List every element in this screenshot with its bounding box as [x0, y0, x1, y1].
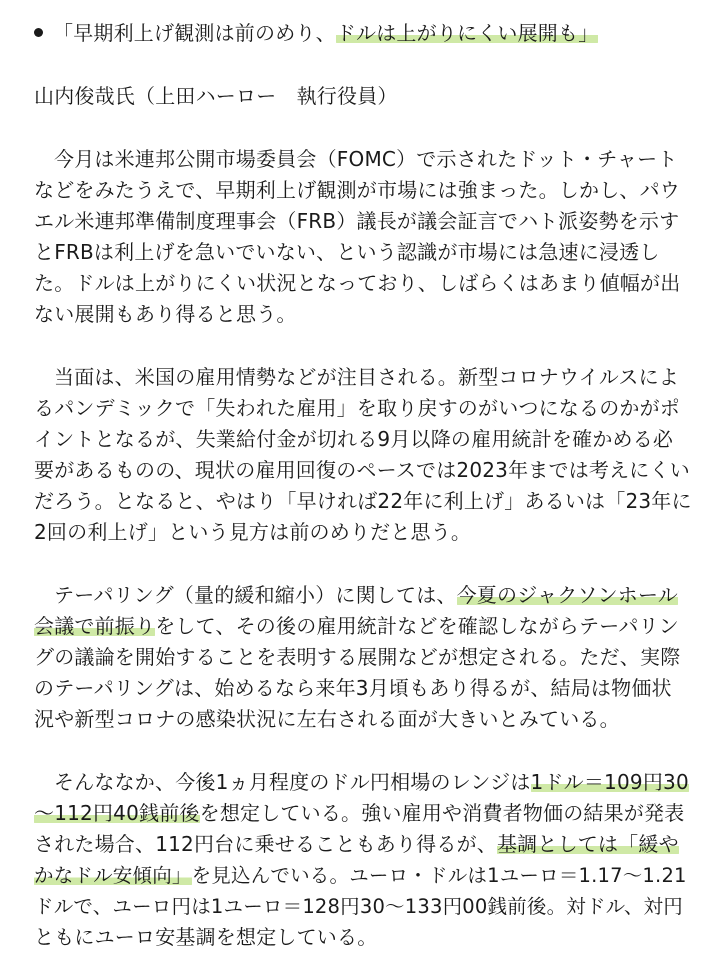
paragraph-line: イントとなるが、失業給付金が切れる9月以降の雇用統計を確かめる必 — [34, 427, 674, 451]
paragraph-line — [34, 798, 694, 829]
paragraph-employment — [34, 362, 694, 548]
highlighted-text: かなドル安傾向」 — [34, 864, 192, 887]
text-run: をして、その後の雇用統計などを確認しながらテーパリン — [155, 614, 680, 638]
paragraph-line: 況や新型コロナの感染状況に左右される面が大きいとみている。 — [34, 707, 620, 731]
paragraph-line: 今月は米連邦公開市場委員会（FOMC）で示されたドット・チャート — [54, 147, 678, 171]
highlighted-text: 今夏のジャクソンホール — [456, 583, 679, 607]
article — [34, 18, 694, 953]
spacer — [34, 49, 694, 81]
paragraph-tapering — [34, 580, 694, 735]
text-run: テーパリング（量的緩和縮小）に関しては、 — [54, 583, 457, 607]
spacer — [34, 735, 694, 767]
paragraph-line: るパンデミックで「失われた雇用」を取り戻すのがいつになるのかがポ — [34, 396, 680, 420]
paragraph-line: ともにユーロ安基調を想定している。 — [34, 925, 378, 949]
text-run: そんななか、今後1ヵ月程度のドル円相場のレンジは — [54, 770, 531, 794]
text-run: を想定している。強い雇用や消費者物価の結果が発表 — [199, 801, 685, 825]
paragraph-line — [34, 580, 694, 611]
paragraph-line: ドルで、ユーロ円は1ユーロ＝128円30～133円00銭前後。対ドル、対円 — [34, 895, 683, 918]
headline-prefix: 「早期利上げ観測は前のめり、 — [53, 21, 336, 45]
paragraph-line: 当面は、米国の雇用情勢などが注目される。新型コロナウイルスによ — [54, 365, 679, 389]
paragraph-line — [34, 860, 694, 891]
paragraph-line — [34, 829, 694, 860]
text-run: された場合、112円台に乗せることもあり得るが、 — [34, 832, 497, 856]
paragraph-line: などをみたうえで、早期利上げ観測が市場には強まった。しかし、パウ — [34, 178, 680, 202]
highlighted-text: 1ドル＝109円30 — [530, 770, 689, 794]
paragraph-line: だろう。となると、やはり「早ければ22年に利上げ」あるいは「23年に — [34, 489, 692, 513]
highlighted-text: 基調としては「緩や — [496, 832, 679, 856]
headline-highlight: ドルは上がりにくい展開も」 — [335, 21, 599, 45]
paragraph-line: ない展開もあり得ると思う。 — [34, 302, 297, 326]
paragraph-line: グの議論を開始することを表明する展開などが想定される。ただ、実際 — [34, 645, 681, 669]
speaker-name: 山内俊哉氏（上田ハーロー 執行役員） — [34, 84, 398, 108]
spacer — [34, 548, 694, 580]
paragraph-line: 2回の利上げ」という見方は前のめりだと思う。 — [34, 520, 472, 544]
headline — [34, 18, 694, 49]
highlighted-text: 会議で前振り — [34, 614, 156, 638]
paragraph-line: のテーパリングは、始めるなら来年3月頃もあり得るが、結局は物価状 — [34, 676, 672, 700]
paragraph-fomc — [34, 144, 694, 330]
spacer — [34, 330, 694, 362]
highlighted-text: ～112円40銭前後 — [34, 801, 200, 825]
paragraph-forecast — [34, 767, 694, 953]
spacer — [34, 112, 694, 144]
paragraph-line: エル米連邦準備制度理事会（FRB）議長が議会証言でハト派姿勢を示す — [34, 209, 680, 233]
bullet-icon — [34, 28, 43, 37]
paragraph-line — [34, 767, 694, 798]
paragraph-line: 要があるものの、現状の雇用回復のペースでは2023年までは考えにくい — [34, 458, 690, 482]
paragraph-line — [34, 611, 694, 642]
paragraph-line: とFRBは利上げを急いでいない、という認識が市場には急速に浸透し — [34, 240, 660, 264]
text-run: を見込んでいる。ユーロ・ドルは1ユーロ＝1.17～1.21 — [191, 864, 687, 887]
paragraph-line: た。ドルは上がりにくい状況となっており、しばらくはあまり値幅が出 — [34, 271, 681, 295]
